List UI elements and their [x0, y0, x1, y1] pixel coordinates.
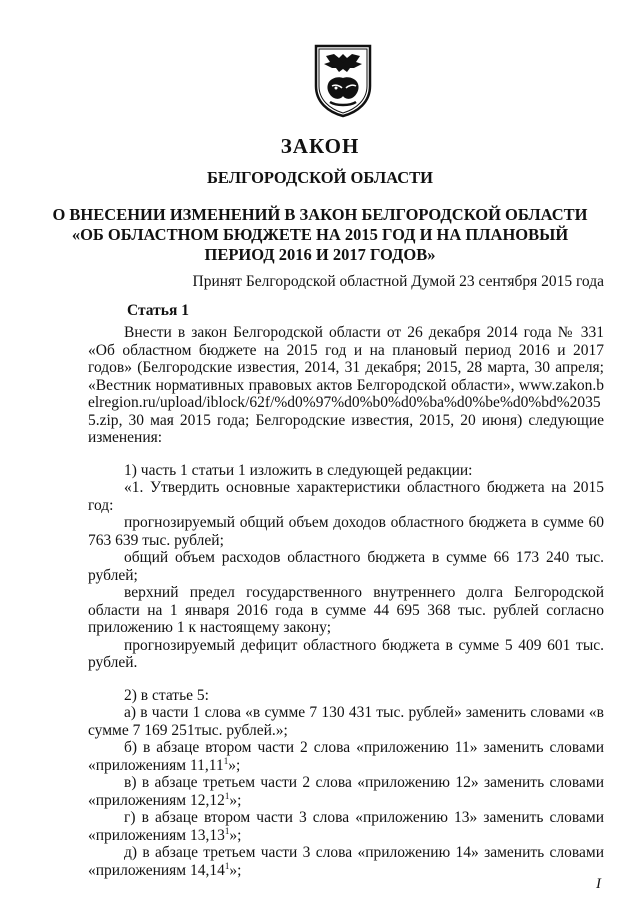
item-2-d: г) в абзаце втором части 3 слова «приложению 13» заменить словами «приложениям 13,13$^1$»;	[88, 809, 604, 844]
item-2-c: в) в абзаце третьем части 2 слова «приложению 12» заменить словами «приложениям 12,12$^1$»;	[88, 774, 604, 809]
law-title: ЗАКОН	[280, 134, 360, 158]
subject-line: ПЕРИОД 2016 И 2017 ГОДОВ»	[204, 245, 436, 264]
item-2-a: а) в части 1 слова «в сумме 7 130 431 тыс. рублей» заменить словами «в сумме 7 169 251тыс. рублей.»;	[88, 704, 604, 739]
source-url: www.zakon.belregion.ru/upload/iblock/62f/%d0%97%d0%b0%d0%ba%d0%be%d0%bd%20355.zip	[88, 376, 604, 429]
law-subject	[0, 205, 640, 265]
item-1-intro: 1) часть 1 статьи 1 изложить в следующей редакции:	[124, 461, 473, 479]
page-mark: I	[596, 876, 601, 892]
adoption-note: Принят Белгородской областной Думой 23 сентября 2015 года	[192, 273, 604, 290]
item-2-e: д) в абзаце третьем части 3 слова «приложению 14» заменить словами «приложениям 14,14$^1$»;	[88, 844, 604, 879]
item-1-line: верхний предел государственного внутреннего долга Белгородской области на 1 января 2016 года в сумме 44 695 368 тыс. рублей согласно приложению 1 к настоящему закону;	[88, 584, 604, 636]
item-1-line: прогнозируемый дефицит областного бюджета в сумме 5 409 601 тыс. рублей.	[88, 636, 604, 671]
coat-of-arms-icon	[312, 42, 374, 118]
region-title: БЕЛГОРОДСКОЙ ОБЛАСТИ	[207, 168, 433, 187]
article-body	[88, 324, 604, 879]
item-1-line: прогнозируемый общий объем доходов областного бюджета в сумме 60 763 639 тыс. рублей;	[88, 514, 604, 549]
item-2-b: б) в абзаце втором части 2 слова «приложению 11» заменить словами «приложениям 11,11$^1$»;	[88, 739, 604, 774]
subject-line: О ВНЕСЕНИИ ИЗМЕНЕНИЙ В ЗАКОН БЕЛГОРОДСКОЙ ОБЛАСТИ	[52, 205, 588, 224]
item-1-line: «1. Утвердить основные характеристики областного бюджета на 2015 год:	[88, 479, 604, 514]
item-2-intro: 2) в статье 5:	[124, 686, 209, 704]
item-1-line: общий объем расходов областного бюджета в сумме 66 173 240 тыс. рублей;	[88, 549, 604, 584]
subject-line: «ОБ ОБЛАСТНОМ БЮДЖЕТЕ НА 2015 ГОД И НА ПЛАНОВЫЙ	[71, 225, 569, 244]
article-intro: Внести в закон Белгородской области от 26 декабря 2014 года № 331 «Об областном бюджете на 2015 год и на плановый период 2016 и 2017 годов» (Белгородские известия, 2014, 31 декабря; 2015, 28 марта, 30 апреля; «Вестник нормативных правовых актов Белгородской области», www.zakon.belregion.ru/upload/iblock/62f/%d0%97%d0%b0%d0%ba%d0%be%d0%bd%20355.zip, 30 мая 2015 года; Белгородские известия, 2015, 20 июня) следующие изменения:	[88, 324, 604, 446]
article-heading: Статья 1	[127, 302, 189, 319]
